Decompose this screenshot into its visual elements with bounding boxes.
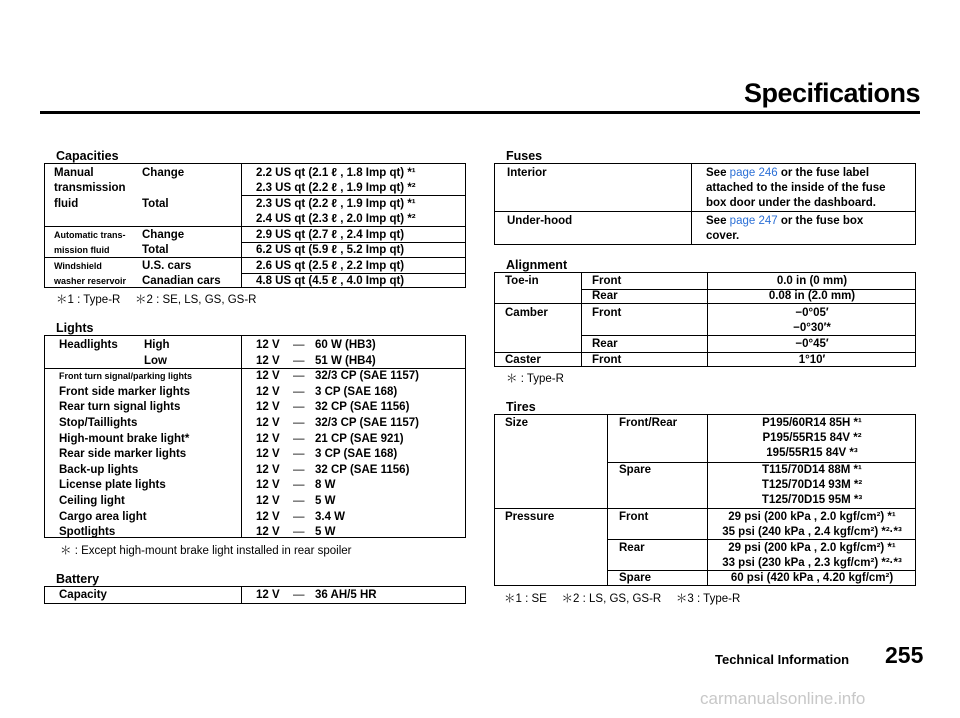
manual-change: Change bbox=[142, 167, 185, 179]
auto-label-1: Automatic trans- bbox=[54, 230, 126, 240]
tires-heading: Tires bbox=[506, 400, 536, 414]
washer-canada: Canadian cars bbox=[142, 275, 221, 287]
light-voltage: 12 V bbox=[256, 385, 280, 398]
dash: — bbox=[293, 510, 305, 523]
alignment-table bbox=[494, 272, 916, 367]
toe-front-value: 0.0 in (0 mm) bbox=[776, 275, 848, 287]
lights-note: ＊ : Except high-mount brake light installed in rear spoiler bbox=[60, 545, 352, 557]
pressure-front-value: 29 psi (200 kPa , 2.0 kgf/cm²) *¹ bbox=[728, 511, 896, 523]
light-wattage: 5 W bbox=[315, 526, 336, 539]
row-divider bbox=[495, 303, 915, 304]
light-name: License plate lights bbox=[59, 479, 166, 492]
tire-spare: Spare bbox=[619, 464, 651, 476]
dash: — bbox=[293, 479, 305, 492]
light-wattage: 8 W bbox=[315, 479, 336, 492]
tire-size-value: P195/60R14 85H *¹ bbox=[762, 417, 862, 429]
fuse-under-line-1 bbox=[706, 214, 863, 228]
fuses-table bbox=[494, 163, 916, 245]
sub-divider bbox=[581, 335, 915, 336]
capacity-value: 2.3 US qt (2.2 ℓ , 1.9 Imp qt) *¹ bbox=[256, 198, 416, 210]
light-name: Stop/Taillights bbox=[59, 417, 138, 429]
toe-rear-value: 0.08 in (2.0 mm) bbox=[768, 290, 856, 302]
caster-label: Caster bbox=[505, 354, 541, 366]
spare-size-value: T115/70D14 88M *¹ bbox=[762, 464, 862, 476]
manual-label-1: Manual bbox=[54, 167, 94, 179]
light-voltage: 12 V bbox=[256, 354, 280, 367]
washer-label-2: washer reservoir bbox=[54, 276, 127, 286]
fuse-interior-label: Interior bbox=[507, 167, 547, 179]
row-divider bbox=[45, 257, 465, 258]
light-name: Back-up lights bbox=[59, 463, 139, 476]
battery-heading: Battery bbox=[56, 572, 100, 586]
page-246-link[interactable]: page 246 bbox=[729, 167, 778, 179]
light-voltage: 12 V bbox=[256, 463, 280, 476]
dash: — bbox=[293, 463, 305, 476]
light-beam: Low bbox=[144, 354, 167, 367]
watermark: carmanualsonline.info bbox=[700, 689, 866, 708]
light-wattage: 32 CP (SAE 1156) bbox=[315, 401, 410, 414]
light-name: Spotlights bbox=[59, 526, 116, 539]
tire-size-value: P195/55R15 84V *² bbox=[762, 432, 862, 444]
camber-rear-value: −0°45′ bbox=[795, 338, 829, 350]
tires-table bbox=[494, 414, 916, 586]
capacity-value: 4.8 US qt (4.5 ℓ , 4.0 Imp qt) bbox=[256, 275, 405, 287]
toe-rear: Rear bbox=[592, 290, 618, 302]
dash: — bbox=[293, 370, 305, 383]
light-voltage: 12 V bbox=[256, 417, 280, 429]
light-wattage: 21 CP (SAE 921) bbox=[315, 432, 404, 445]
light-voltage: 12 V bbox=[256, 495, 280, 507]
light-voltage: 12 V bbox=[256, 526, 280, 539]
camber-front-value-alt: −0°30′* bbox=[793, 322, 831, 334]
light-voltage: 12 V bbox=[256, 510, 280, 523]
row-divider bbox=[495, 508, 915, 509]
pressure-front-value: 35 psi (240 kPa , 2.4 kgf/cm²) *²·*³ bbox=[722, 526, 902, 538]
light-wattage: 32/3 CP (SAE 1157) bbox=[315, 417, 419, 429]
capacities-table bbox=[44, 163, 466, 288]
light-name: High-mount brake light* bbox=[59, 432, 190, 445]
fuse-interior-line-2: attached to the inside of the fuse bbox=[706, 182, 886, 194]
light-name: Rear turn signal lights bbox=[59, 401, 181, 414]
title-rule bbox=[40, 111, 920, 114]
fuse-under-line-2: cover. bbox=[706, 230, 740, 242]
lights-table bbox=[44, 335, 466, 538]
light-name: Rear side marker lights bbox=[59, 448, 187, 461]
dash: — bbox=[293, 401, 305, 414]
dash: — bbox=[293, 526, 305, 539]
fuse-under-label: Under-hood bbox=[507, 215, 573, 227]
tire-size-value: 195/55R15 84V *³ bbox=[766, 447, 858, 459]
dash: — bbox=[293, 495, 305, 507]
manual-label-2: transmission bbox=[54, 182, 126, 194]
camber-rear: Rear bbox=[592, 338, 618, 350]
col-divider bbox=[691, 164, 692, 244]
lights-heading: Lights bbox=[56, 321, 94, 335]
caster-front-value: 1°10′ bbox=[798, 354, 826, 366]
pressure-rear: Rear bbox=[619, 542, 645, 554]
capacity-value: 2.2 US qt (2.1 ℓ , 1.8 Imp qt) *¹ bbox=[256, 167, 416, 179]
see-text: See bbox=[706, 215, 730, 227]
manual-label-3: fluid bbox=[54, 198, 79, 210]
dash: — bbox=[293, 339, 305, 351]
fuse-box-text: or the fuse box bbox=[777, 215, 864, 227]
alignment-heading: Alignment bbox=[506, 258, 568, 272]
light-name: Front side marker lights bbox=[59, 385, 191, 398]
capacity-value: 2.9 US qt (2.7 ℓ , 2.4 Imp qt) bbox=[256, 229, 405, 241]
battery-voltage: 12 V bbox=[256, 589, 280, 601]
page-number: 255 bbox=[885, 642, 924, 668]
dash: — bbox=[293, 385, 305, 398]
light-name: Front turn signal/parking lights bbox=[59, 371, 193, 382]
manual-total: Total bbox=[142, 198, 169, 210]
camber-front-value: −0°05′ bbox=[795, 307, 829, 319]
light-beam: High bbox=[144, 339, 170, 351]
light-voltage: 12 V bbox=[256, 339, 280, 351]
light-name: Ceiling light bbox=[59, 495, 125, 507]
light-name: Headlights bbox=[59, 339, 118, 351]
capacities-note: ＊1 : Type-R ＊2 : SE, LS, GS, GS-R bbox=[56, 294, 257, 306]
light-voltage: 12 V bbox=[256, 370, 280, 383]
washer-label-1: Windshield bbox=[54, 261, 102, 271]
page-247-link[interactable]: page 247 bbox=[729, 215, 778, 227]
light-voltage: 12 V bbox=[256, 448, 280, 461]
light-wattage: 3 CP (SAE 168) bbox=[315, 448, 398, 461]
toe-label: Toe-in bbox=[505, 275, 539, 287]
col-divider bbox=[241, 587, 242, 603]
dash: — bbox=[293, 417, 305, 429]
battery-label: Capacity bbox=[59, 589, 107, 601]
dash: — bbox=[293, 589, 305, 601]
see-text: See bbox=[706, 167, 730, 179]
row-divider bbox=[495, 211, 915, 212]
footer-section-label: Technical Information bbox=[715, 652, 850, 667]
light-wattage: 3.4 W bbox=[315, 510, 346, 523]
capacity-value: 2.3 US qt (2.2 ℓ , 1.9 Imp qt) *² bbox=[256, 182, 416, 194]
camber-front: Front bbox=[592, 307, 622, 319]
col-divider bbox=[241, 336, 242, 537]
light-wattage: 3 CP (SAE 168) bbox=[315, 385, 398, 398]
alignment-note: ＊ : Type-R bbox=[506, 373, 564, 385]
sub-divider bbox=[241, 195, 465, 196]
tire-size-label: Size bbox=[505, 417, 529, 429]
fuses-heading: Fuses bbox=[506, 149, 543, 163]
tire-front-rear: Front/Rear bbox=[619, 417, 678, 429]
battery-capacity: 36 AH/5 HR bbox=[315, 589, 377, 601]
light-wattage: 32/3 CP (SAE 1157) bbox=[315, 370, 419, 383]
washer-us: U.S. cars bbox=[142, 260, 192, 272]
camber-label: Camber bbox=[505, 307, 548, 319]
tires-note: ＊1 : SE ＊2 : LS, GS, GS-R ＊3 : Type-R bbox=[504, 593, 741, 605]
fuse-interior-line-3: box door under the dashboard. bbox=[706, 197, 876, 209]
auto-label-2: mission fluid bbox=[54, 245, 110, 255]
dash: — bbox=[293, 448, 305, 461]
capacities-heading: Capacities bbox=[56, 149, 119, 163]
capacity-value: 2.4 US qt (2.3 ℓ , 2.0 Imp qt) *² bbox=[256, 213, 416, 225]
battery-table bbox=[44, 586, 466, 604]
pressure-rear-value: 33 psi (230 kPa , 2.3 kgf/cm²) *²·*³ bbox=[722, 557, 902, 569]
light-voltage: 12 V bbox=[256, 479, 280, 492]
auto-total: Total bbox=[142, 244, 169, 256]
pressure-spare: Spare bbox=[619, 572, 651, 584]
col-divider bbox=[607, 415, 608, 585]
pressure-spare-value: 60 psi (420 kPa , 4.20 kgf/cm²) bbox=[730, 572, 894, 584]
pressure-front: Front bbox=[619, 511, 649, 523]
light-wattage: 60 W (HB3) bbox=[315, 339, 376, 351]
toe-front: Front bbox=[592, 275, 622, 287]
capacity-value: 2.6 US qt (2.5 ℓ , 2.2 Imp qt) bbox=[256, 260, 405, 272]
light-voltage: 12 V bbox=[256, 432, 280, 445]
light-voltage: 12 V bbox=[256, 401, 280, 414]
pressure-rear-value: 29 psi (200 kPa , 2.0 kgf/cm²) *¹ bbox=[728, 542, 896, 554]
sub-divider bbox=[607, 539, 915, 540]
page-title: Specifications bbox=[743, 78, 920, 108]
row-divider bbox=[45, 226, 465, 227]
auto-change: Change bbox=[142, 229, 185, 241]
caster-front: Front bbox=[592, 354, 622, 366]
light-name: Cargo area light bbox=[59, 510, 147, 523]
light-wattage: 51 W (HB4) bbox=[315, 354, 376, 367]
fuse-label-text: or the fuse label bbox=[777, 167, 870, 179]
dash: — bbox=[293, 354, 305, 367]
light-wattage: 5 W bbox=[315, 495, 336, 507]
dash: — bbox=[293, 432, 305, 445]
tire-pressure-label: Pressure bbox=[505, 511, 555, 523]
capacity-value: 6.2 US qt (5.9 ℓ , 5.2 Imp qt) bbox=[256, 244, 405, 256]
spare-size-value: T125/70D15 95M *³ bbox=[761, 494, 863, 506]
fuse-interior-line-1 bbox=[706, 166, 869, 180]
spare-size-value: T125/70D14 93M *² bbox=[761, 479, 863, 491]
light-wattage: 32 CP (SAE 1156) bbox=[315, 463, 410, 476]
